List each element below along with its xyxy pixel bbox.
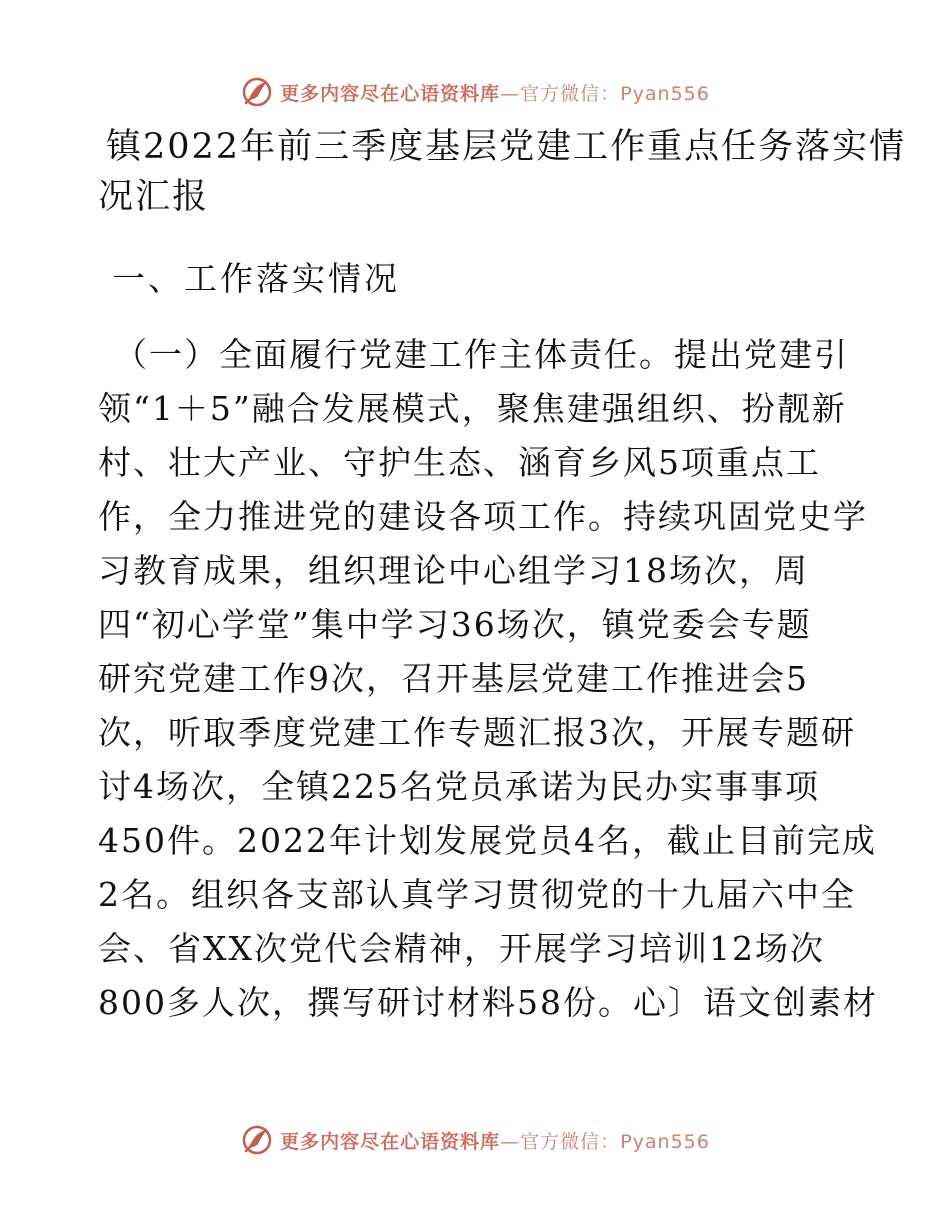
brand-logo-icon [240, 75, 274, 109]
paragraph-line: 450件。2022年计划发展党员4名，截止目前完成 [98, 821, 877, 860]
brand-logo-icon [240, 1123, 274, 1157]
paragraph-line: 村、壮大产业、守护生态、涵育乡风5项重点工 [98, 443, 821, 482]
document-title [98, 122, 907, 222]
watermark-wechat-id: Pyan556 [620, 1130, 710, 1153]
watermark-main-text: 更多内容尽在心语资料库 [280, 1130, 501, 1153]
paragraph-line: 次，听取季度党建工作专题汇报3次，开展专题研 [98, 713, 856, 752]
paragraph-line: 讨4场次，全镇225名党员承诺为民办实事事项 [98, 767, 820, 806]
watermark-main-text: 更多内容尽在心语资料库 [280, 82, 501, 105]
watermark-banner-top [0, 72, 950, 112]
watermark-label: 官方微信： [520, 82, 621, 105]
watermark-banner-bottom [0, 1120, 950, 1160]
watermark-label: 官方微信： [520, 1130, 621, 1153]
paragraph-line: 四“初心学堂”集中学习36场次，镇党委会专题 [98, 605, 812, 644]
watermark-separator: — [500, 82, 521, 105]
paragraph-line: 研究党建工作9次，召开基层党建工作推进会5 [98, 659, 809, 698]
paragraph-line: 习教育成果，组织理论中心组学习18场次，周 [98, 551, 809, 590]
title-line-1: 镇2022年前三季度基层党建工作重点任务落实情 [106, 127, 907, 167]
paragraph-line: 领“1＋5”融合发展模式，聚焦建强组织、扮靓新 [98, 389, 847, 428]
body-paragraph [98, 328, 888, 1030]
paragraph-line: 2名。组织各支部认真学习贯彻党的十九届六中全 [98, 875, 856, 914]
title-line-2: 况汇报 [98, 177, 210, 217]
paragraph-line: 800多人次，撰写研讨材料58份。心〕语文创素材 [98, 983, 878, 1022]
paragraph-line: 会、省XX次党代会精神，开展学习培训12场次 [98, 929, 825, 968]
section-heading: 一、工作落实情况 [112, 259, 400, 298]
paragraph-line: 作，全力推进党的建设各项工作。持续巩固党史学 [98, 497, 868, 536]
watermark-wechat-id: Pyan556 [620, 82, 710, 105]
paragraph-line: （一）全面履行党建工作主体责任。提出党建引 [114, 335, 849, 374]
watermark-separator: — [500, 1130, 521, 1153]
